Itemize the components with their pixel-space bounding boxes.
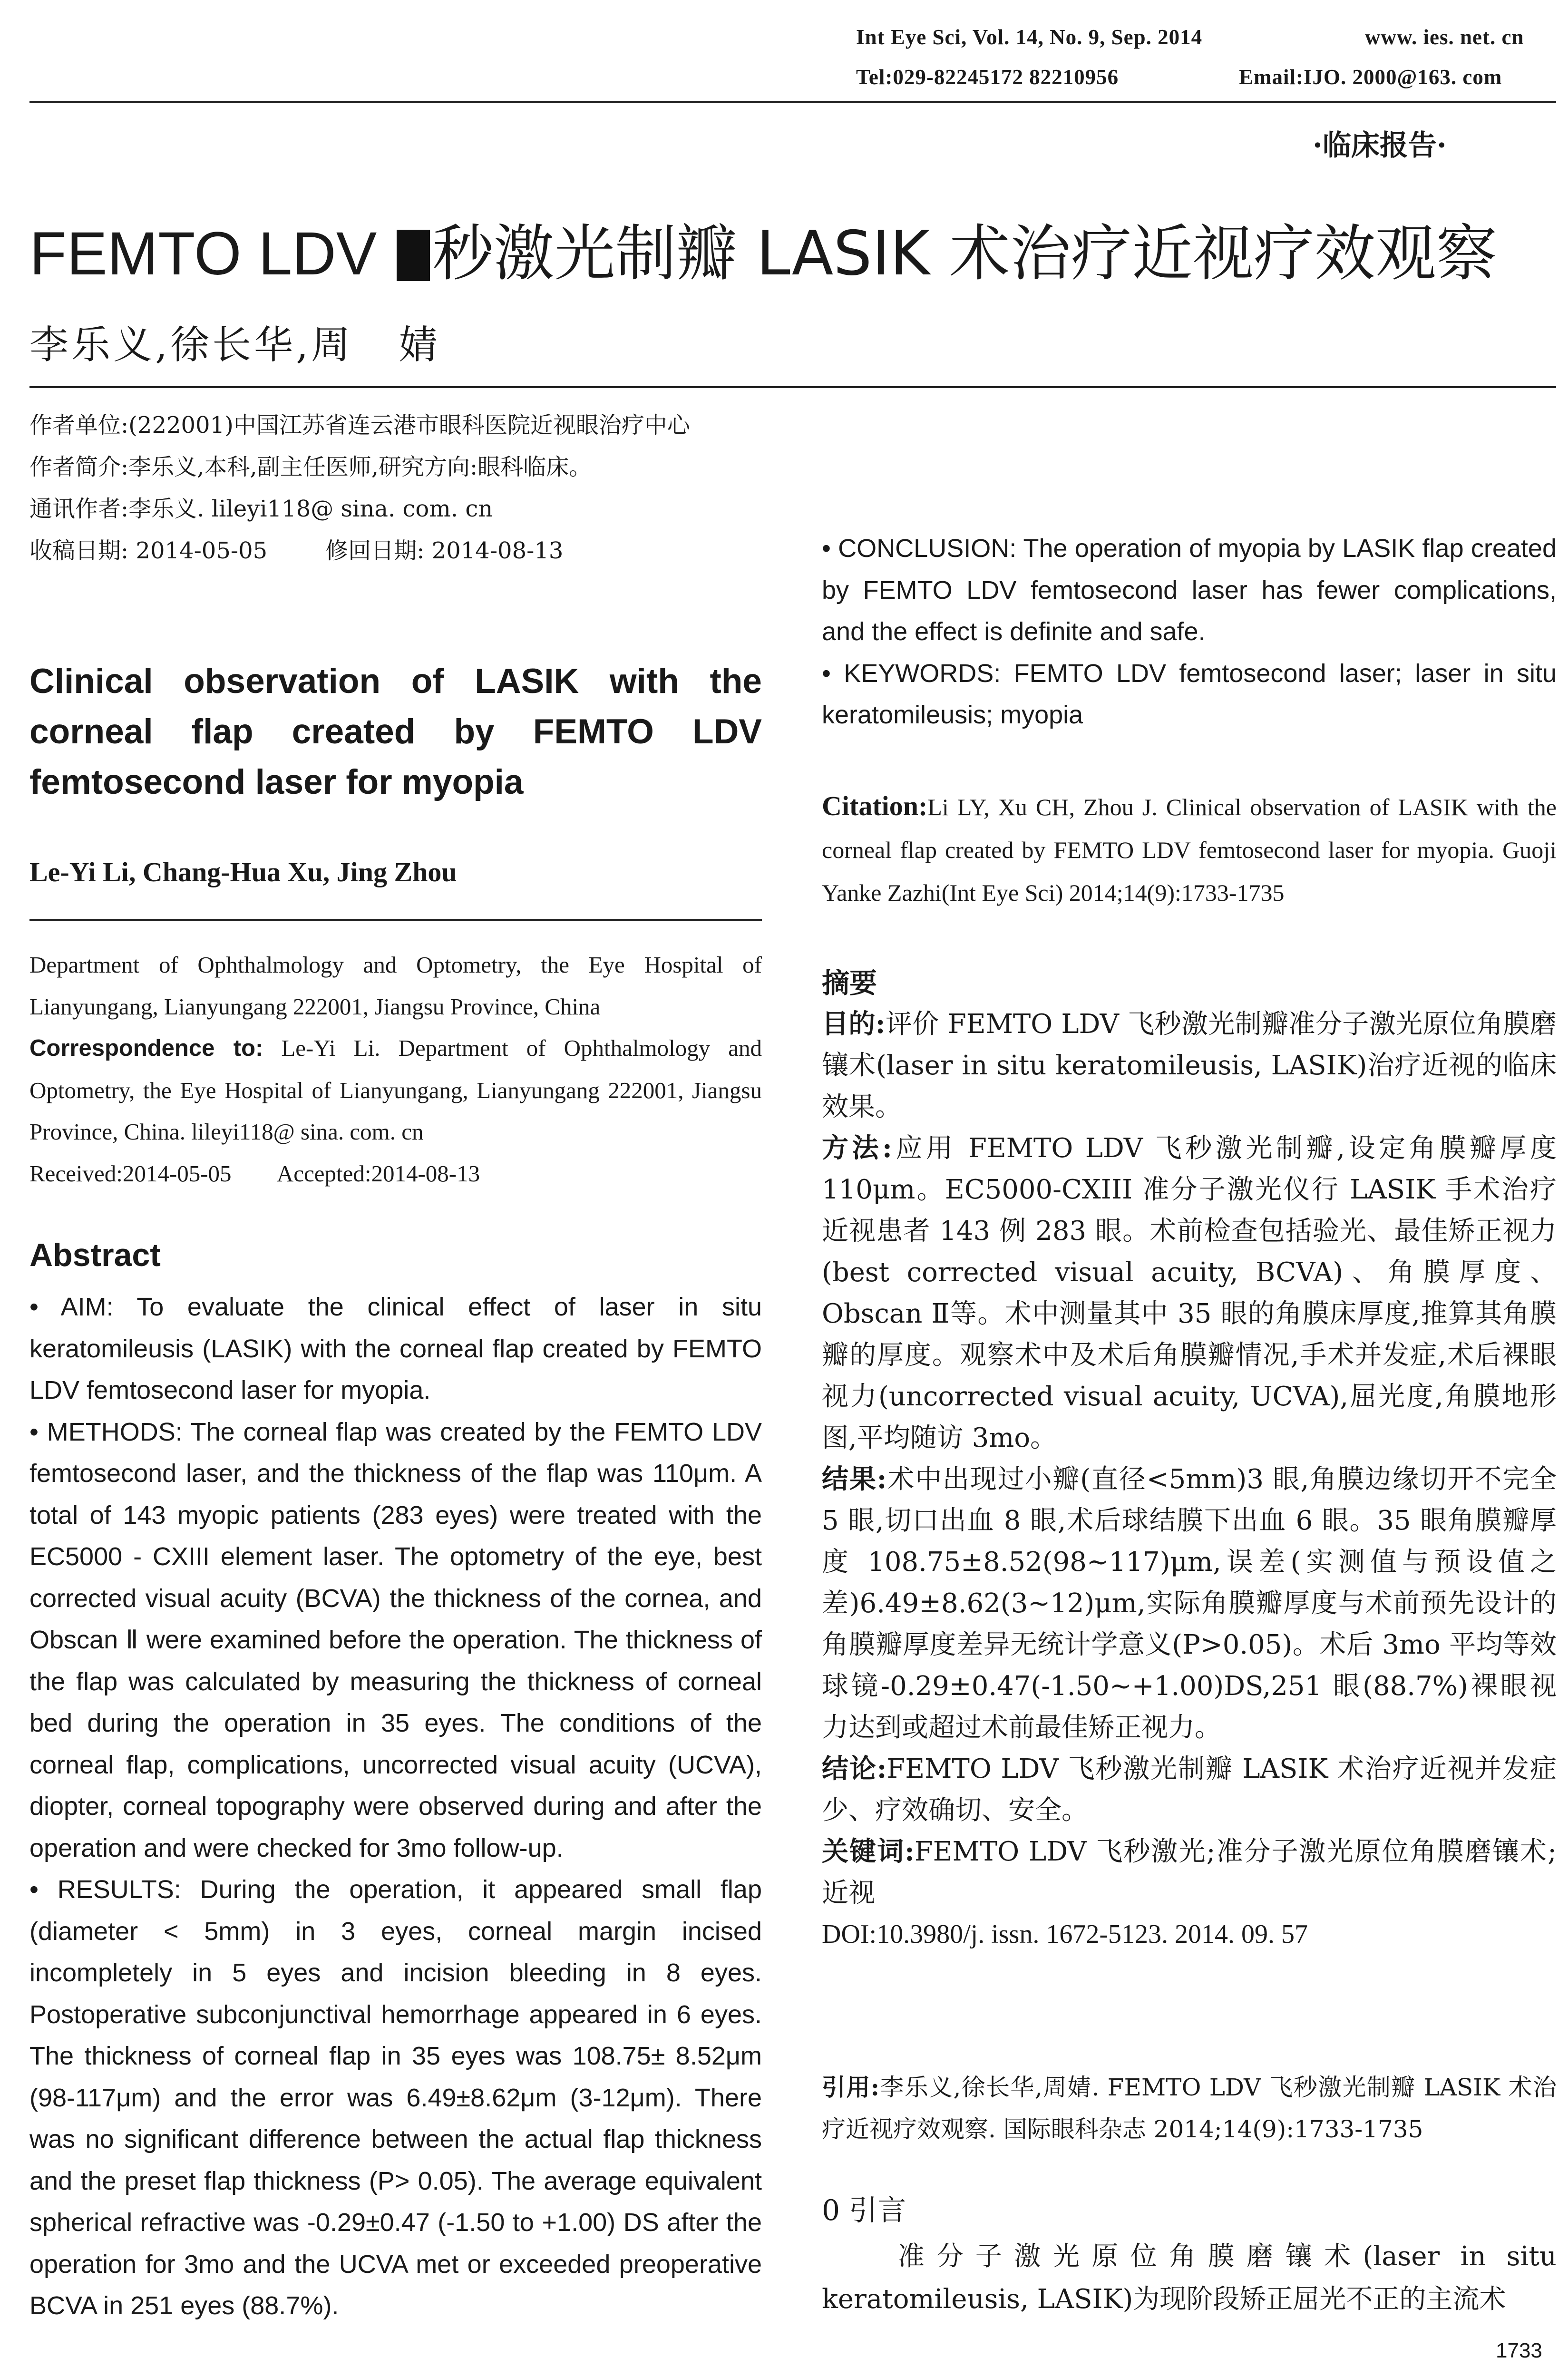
page-title bbox=[29, 205, 1497, 292]
abstract-cn-aim: 目的:评价 FEMTO LDV 飞秒激光制瓣准分子激光原位角膜磨镶术(laser in situ keratomileusis, LASIK)治疗近视的临床效果。 bbox=[822, 1008, 1557, 1122]
abstract-right bbox=[822, 528, 1557, 736]
header-rule bbox=[29, 101, 1556, 103]
journal-tel: Tel:029-82245172 82210956 bbox=[856, 65, 1119, 89]
abstract-cn-results: 结果:术中出现过小瓣(直径<5mm)3 眼,角膜边缘切开不完全 5 眼,切口出血 8 眼,术后球结膜下出血 6 眼。35 眼角膜瓣厚度 108.75±8.52(98~117)μm,误差(实测值与预设值之差)6.49±8.62(3~12)μm,实际角膜瓣厚度与术前预先设计的角膜瓣厚度差异无统计学意义(P>0.05)。术后 3mo 平均等效球镜-0.29±0.47(-1.50~+1.00)DS,251 眼(88.7%)裸眼视力达到或超过术前最佳矫正视力。 bbox=[822, 1463, 1557, 1743]
abstract-conclusion: • CONCLUSION: The operation of myopia by LASIK flap created by FEMTO LDV femtosecond laser has fewer complications, and the effect is definite and safe. bbox=[822, 534, 1557, 646]
bio-cn: 作者简介:李乐义,本科,副主任医师,研究方向:眼科临床。 bbox=[29, 454, 592, 480]
abstract-aim: • AIM: To evaluate the clinical effect of laser in situ keratomileusis (LASIK) with the corneal flap created by FEMTO LDV femtosecond laser for myopia. bbox=[29, 1293, 762, 1404]
dates-cn: 收稿日期: 2014-05-05 修回日期: 2014-08-13 bbox=[29, 537, 564, 564]
authors-en: Le-Yi Li, Chang-Hua Xu, Jing Zhou bbox=[29, 857, 457, 887]
citation-cn: 引用:李乐义,徐长华,周婧. FEMTO LDV 飞秒激光制瓣 LASIK 术治疗近视疗效观察. 国际眼科杂志 2014;14(9):1733-1735 bbox=[822, 2073, 1557, 2143]
abstract-heading: Abstract bbox=[29, 1237, 161, 1273]
affiliation-cn: 作者单位:(222001)中国江苏省连云港市眼科医院近视眼治疗中心 bbox=[29, 412, 690, 438]
title-glyph-block bbox=[397, 230, 430, 281]
abstract-cn-heading: 摘要 bbox=[822, 967, 877, 999]
section-label: ·临床报告· bbox=[1313, 129, 1447, 162]
dept-en: Department of Ophthalmology and Optometry, the Eye Hospital of Lianyungang, Lianyungang 222001, Jiangsu Province, China bbox=[29, 952, 762, 1020]
journal-website: www. ies. net. cn bbox=[1365, 25, 1524, 49]
received-en: Received:2014-05-05 Accepted:2014-08-13 bbox=[29, 1160, 480, 1187]
abstract-body bbox=[29, 1286, 762, 2327]
abstract-keywords: • KEYWORDS: FEMTO LDV femtosecond laser; laser in situ keratomileusis; myopia bbox=[822, 659, 1557, 729]
page-number: 1733 bbox=[1496, 2339, 1542, 2362]
abstract-cn-keywords: 关键词:FEMTO LDV 飞秒激光;准分子激光原位角膜磨镶术;近视 bbox=[822, 1836, 1557, 1909]
abstract-methods: • METHODS: The corneal flap was created by the FEMTO LDV femtosecond laser, and the thickness of the flap was 110μm. A total of 143 myopic patients (283 eyes) were treated with the EC5000 - CXIII element laser. The optometry of the eye, best corrected visual acuity (BCVA) the thickness of the cornea, and Obscan Ⅱ were examined before the operation. The thickness of the flap was calculated by measuring the thickness of corneal bed during the operation in 35 eyes. The conditions of the corneal flap, complications, uncorrected visual acuity (UCVA), diopter, corneal topography were observed during and after the operation and were checked for 3mo follow-up. bbox=[29, 1417, 762, 1862]
abstract-results: • RESULTS: During the operation, it appeared small flap (diameter < 5mm) in 3 eyes, corneal margin incised incompletely in 5 eyes and incision bleeding in 8 eyes. Postoperative subconjunctival hemorrhage appeared in 6 eyes. The thickness of corneal flap in 35 eyes was 108.75± 8.52μm (98-117μm) and the error was 6.49±8.62μm (3-12μm). There was no significant difference between the actual flap thickness and the preset flap thickness (P> 0.05). The average equivalent spherical refractive was -0.29±0.47 (-1.50 to +1.00) DS after the operation for 3mo and the UCVA met or exceeded preoperative BCVA in 251 eyes (88.7%). bbox=[29, 1875, 762, 2320]
abstract-cn-body bbox=[822, 1003, 1557, 1955]
intro-heading: 0 引言 bbox=[822, 2194, 906, 2227]
journal-line: Int Eye Sci, Vol. 14, No. 9, Sep. 2014 bbox=[856, 25, 1203, 49]
title-rule bbox=[29, 386, 1556, 388]
citation: Citation:Li LY, Xu CH, Zhou J. Clinical observation of LASIK with the corneal flap created by FEMTO LDV femtosecond laser for myopia. Guoji Yanke Zazhi(Int Eye Sci) 2014;14(9):1733-1735 bbox=[822, 790, 1557, 906]
authors-rule bbox=[29, 919, 762, 921]
intro-text: 准分子激光原位角膜磨镶术(laser in situ keratomileusis, LASIK)为现阶段矫正屈光不正的主流术 bbox=[822, 2241, 1557, 2315]
authors-cn: 李乐义,徐长华,周 婧 bbox=[29, 322, 441, 368]
abstract-cn-doi: DOI:10.3980/j. issn. 1672-5123. 2014. 09. 57 bbox=[822, 1919, 1308, 1949]
title-part1: FEMTO LDV bbox=[29, 220, 377, 288]
title-part2: 秒激光制瓣 LASIK 术治疗近视疗效观察 bbox=[432, 218, 1497, 289]
abstract-cn-methods: 方法:应用 FEMTO LDV 飞秒激光制瓣,设定角膜瓣厚度 110μm。EC5000-CXIII 准分子激光仪行 LASIK 手术治疗近视患者 143 例 283 眼。术前检查包括验光、最佳矫正视力(best corrected visual acuity, BCVA)、角膜厚度、Obscan Ⅱ等。术中测量其中 35 眼的角膜床厚度,推算其角膜瓣的厚度。观察术中及术后角膜瓣情况,手术并发症,术后裸眼视力(uncorrected visual acuity, UCVA),屈光度,角膜地形图,平均随访 3mo。 bbox=[822, 1132, 1557, 1453]
meta-cn bbox=[29, 404, 762, 572]
title-en: Clinical observation of LASIK with the corneal flap created by FEMTO LDV femtosecond laser for myopia bbox=[29, 662, 762, 801]
correspondence-en: Correspondence to: Le-Yi Li. Department of Ophthalmology and Optometry, the Eye Hospital of Lianyungang, Lianyungang 222001, Jiangsu Province, China. lileyi118@ sina. com. cn bbox=[29, 1035, 762, 1145]
affiliation-en bbox=[29, 944, 762, 1194]
journal-email: Email:IJO. 2000@163. com bbox=[1239, 65, 1502, 89]
abstract-cn-conclusion: 结论:FEMTO LDV 飞秒激光制瓣 LASIK 术治疗近视并发症少、疗效确切、安全。 bbox=[822, 1753, 1557, 1826]
corr-cn: 通讯作者:李乐义. lileyi118@ sina. com. cn bbox=[29, 496, 493, 522]
